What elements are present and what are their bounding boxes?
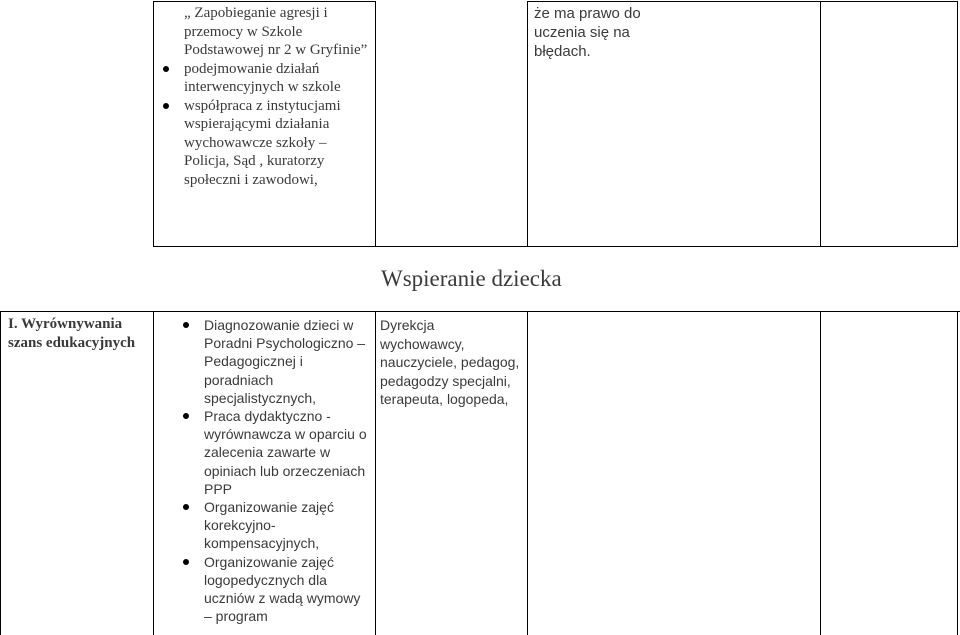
area-label: I. Wyrównywania szans edukacyjnych [8,316,136,351]
top-row-bottom-border [153,246,958,247]
tasks-bullet-list [180,316,372,625]
responsible-cell: Dyrekcja wychowawcy, nauczyciele, pedagog, pedagodzy specjalni, terapeuta, logopeda, [380,317,520,407]
list-item: podejmowanie działań interwencyjnych w szkole [160,60,372,97]
bottom-row-divider-2 [375,311,376,635]
list-item: Praca dydaktyczno - wyrównawcza w oparciu o zalecenia zawarte w opiniach lub orzeczeniach PPP [180,407,372,498]
program-title: „ Zapobieganie agresji i przemocy w Szkole Podstawowej nr 2 w Gryfinie” [184,5,368,58]
top-row-right-border [957,1,958,246]
top-row-divider-2 [527,1,528,246]
program-cell [160,4,372,189]
list-item: Organizowanie zajęć logopedycznych dla uczniów z wadą wymowy – program [180,553,372,626]
top-row-top-border [153,1,375,2]
list-item: Diagnozowanie dzieci w Poradni Psychologiczno – Pedagogicznej i poradniach specjalistycznych, [180,316,372,407]
list-item: Organizowanie zajęć korekcyjno-kompensacyjnych, [180,498,372,553]
top-row-divider-1 [375,1,376,246]
tasks-cell [180,316,372,625]
bottom-row-left-border [0,311,1,635]
bottom-row-right-border [957,311,958,635]
bottom-row-divider-4 [820,311,821,635]
bottom-row-divider-1 [153,311,154,635]
section-title: Wspieranie dziecka [381,266,562,291]
top-row-left-border [153,1,154,246]
bottom-row-top-border [0,311,960,312]
program-bullet-list [160,60,372,190]
top-row-divider-3 [820,1,821,246]
top-row-top-border-right [527,1,957,2]
bottom-row-divider-3 [527,311,528,635]
list-item: współpraca z instytucjami wspierającymi działania wychowawcze szkoły – Policja, Sąd , kuratorzy społeczni i zawodowi, [160,97,372,190]
right-note-cell: że ma prawo do uczenia się na błędach. [534,5,641,60]
